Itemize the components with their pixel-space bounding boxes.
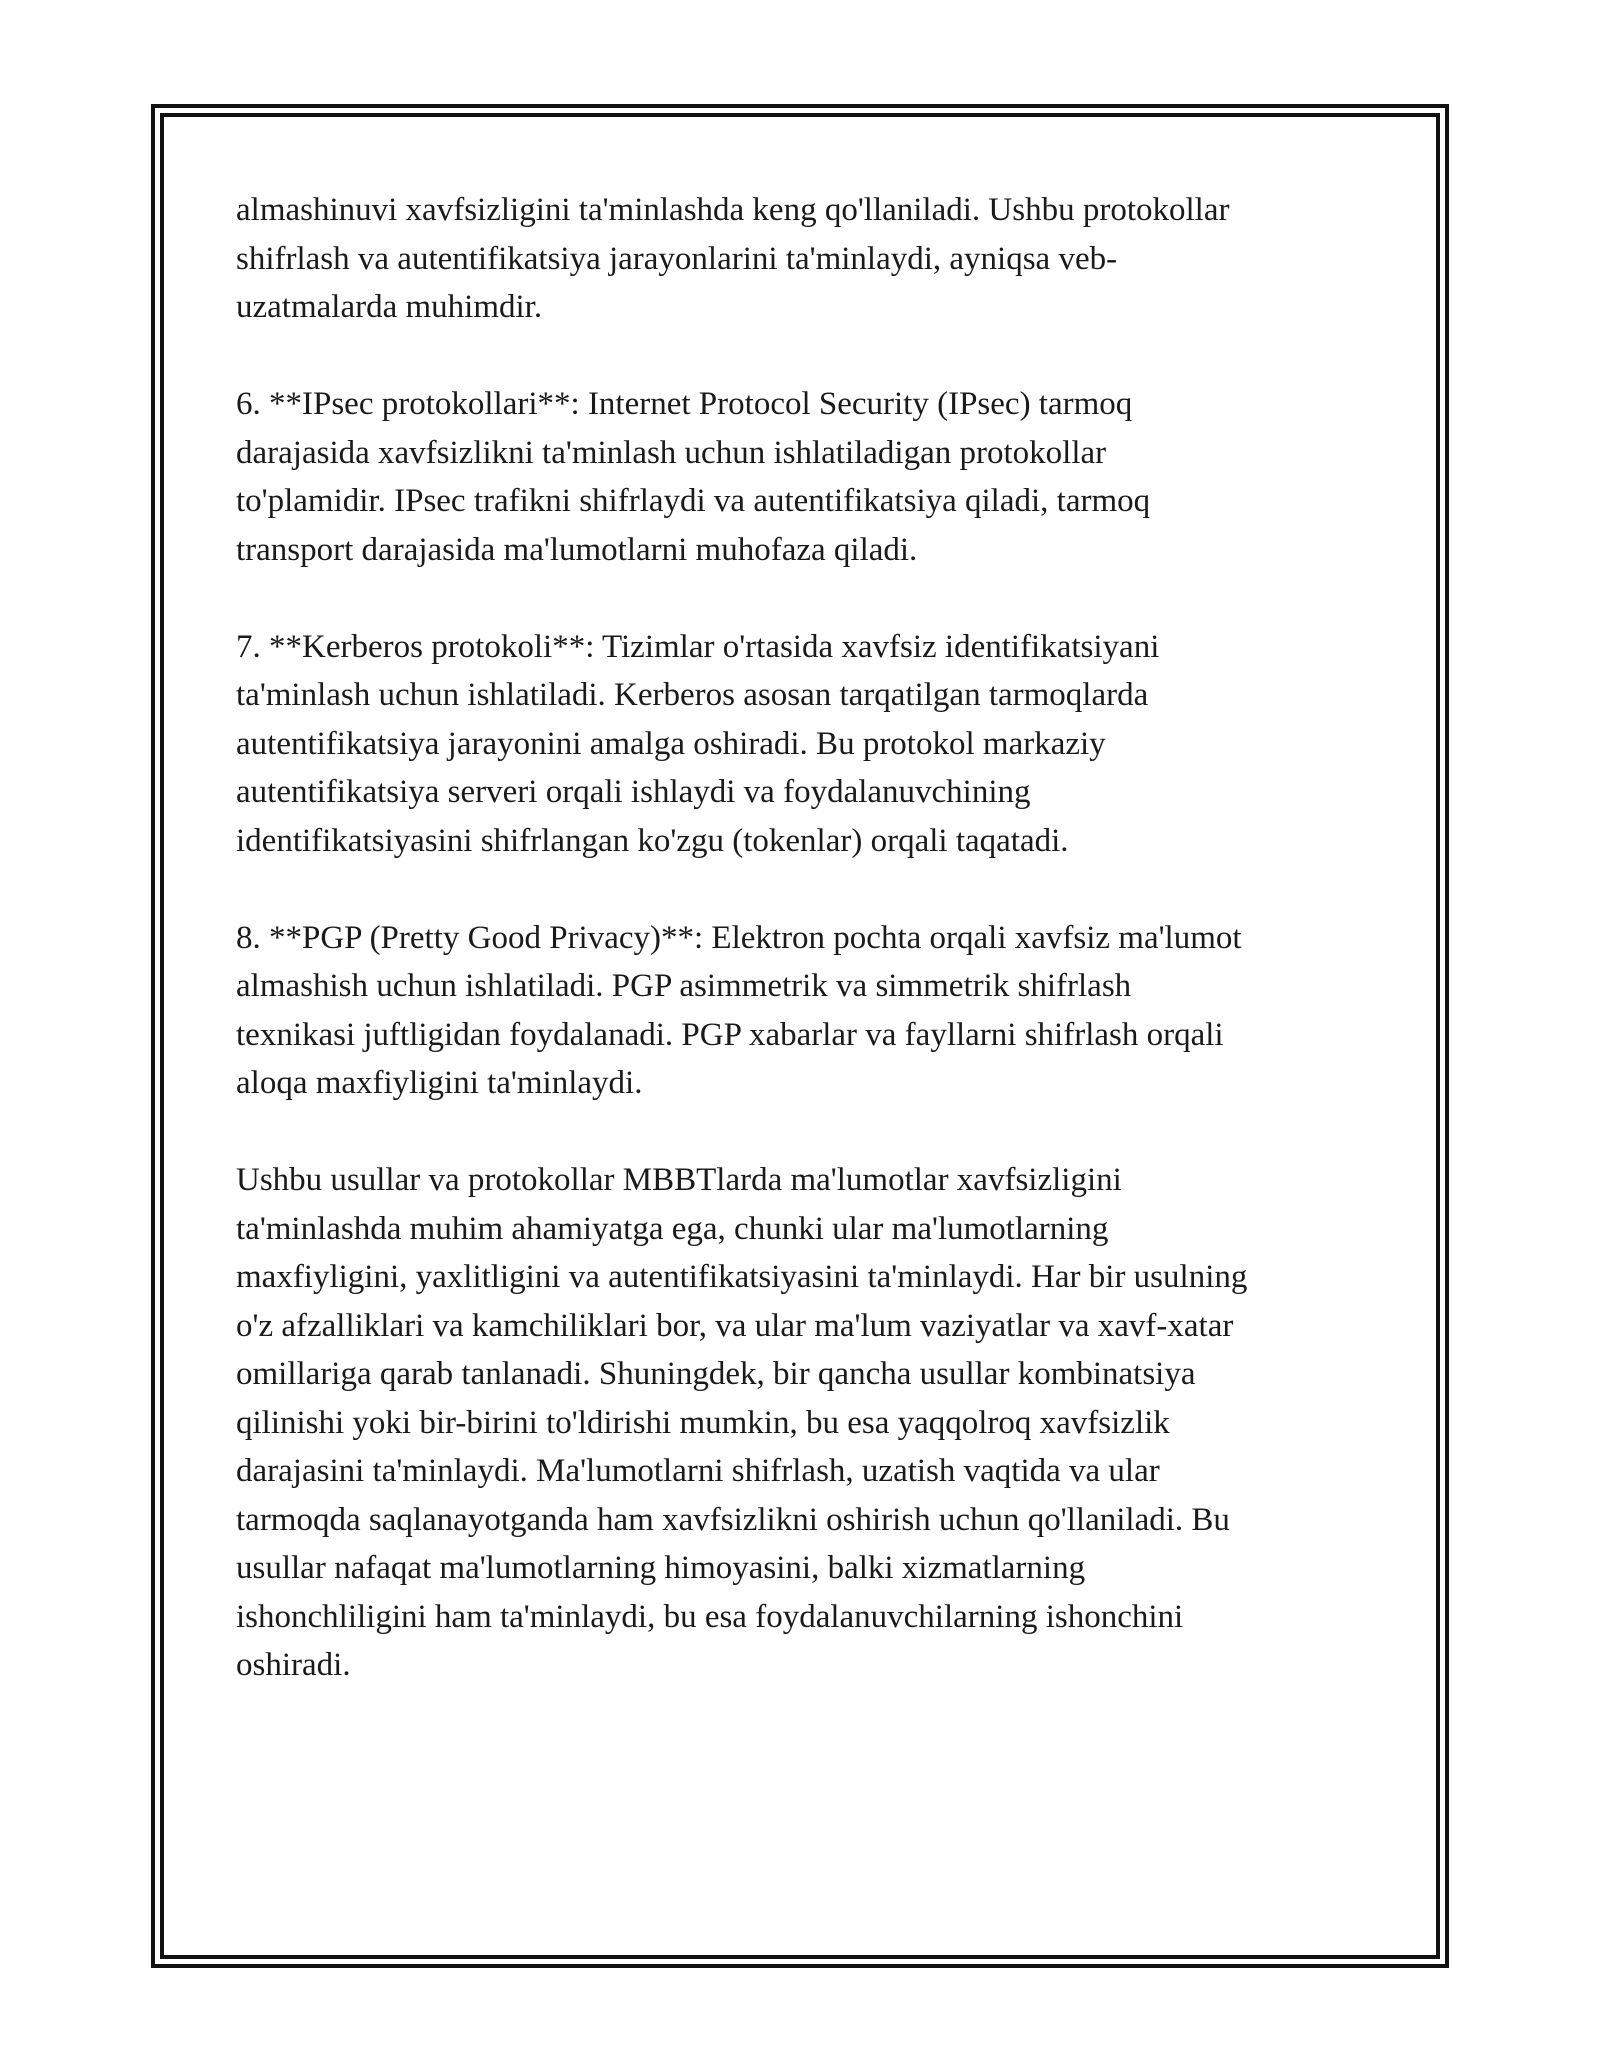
paragraph-gap	[236, 574, 1376, 623]
paragraph-ipsec	[236, 380, 1376, 574]
text-line: 6. **IPsec protokollari**: Internet Protocol Security (IPsec) tarmoq	[236, 386, 1133, 422]
text-line: almashinuvi xavfsizligini ta'minlashda keng qo'llaniladi. Ushbu protokollar	[236, 192, 1230, 228]
text-line: ta'minlash uchun ishlatiladi. Kerberos asosan tarqatilgan tarmoqlarda	[236, 677, 1149, 713]
text-line: uzatmalarda muhimdir.	[236, 289, 543, 325]
text-line: to'plamidir. IPsec trafikni shifrlaydi va autentifikatsiya qiladi, tarmoq	[236, 483, 1151, 519]
text-line: darajasida xavfsizlikni ta'minlash uchun ishlatiladigan protokollar	[236, 434, 1107, 471]
text-line: o'z afzalliklari va kamchiliklari bor, va ular ma'lum vaziyatlar va xavf-xatar	[236, 1307, 1234, 1344]
paragraph-gap	[236, 1108, 1376, 1157]
paragraph-continuation	[236, 186, 1376, 332]
text-line: shifrlash va autentifikatsiya jarayonlarini ta'minlaydi, ayniqsa veb-	[236, 240, 1118, 277]
text-line: transport darajasida ma'lumotlarni muhofaza qiladi.	[236, 531, 918, 568]
paragraph-pgp	[236, 914, 1376, 1108]
paragraph-summary	[236, 1156, 1376, 1690]
text-line: 8. **PGP (Pretty Good Privacy)**: Elektron pochta orqali xavfsiz ma'lumot	[236, 919, 1242, 956]
text-line: tarmoqda saqlanayotganda ham xavfsizlikni oshirish uchun qo'llaniladi. Bu	[236, 1501, 1230, 1538]
text-line: ta'minlashda muhim ahamiyatga ega, chunki ular ma'lumotlarning	[236, 1210, 1109, 1247]
text-line: darajasini ta'minlaydi. Ma'lumotlarni shifrlash, uzatish vaqtida va ular	[236, 1453, 1160, 1489]
text-line: Ushbu usullar va protokollar MBBTlarda ma'lumotlar xavfsizligini	[236, 1162, 1122, 1198]
text-line: identifikatsiyasini shifrlangan ko'zgu (tokenlar) orqali taqatadi.	[236, 822, 1069, 859]
paragraph-gap	[236, 865, 1376, 914]
text-line: autentifikatsiya serveri orqali ishlaydi va foydalanuvchining	[236, 774, 1031, 810]
text-line: 7. **Kerberos protokoli**: Tizimlar o'rtasida xavfsiz identifikatsiyani	[236, 628, 1160, 665]
text-line: aloqa maxfiyligini ta'minlaydi.	[236, 1065, 643, 1101]
text-line: qilinishi yoki bir-birini to'ldirishi mumkin, bu esa yaqqolroq xavfsizlik	[236, 1404, 1170, 1441]
text-line: maxfiyligini, yaxlitligini va autentifikatsiyasini ta'minlaydi. Har bir usulning	[236, 1259, 1248, 1295]
text-line: texnikasi juftligidan foydalanadi. PGP xabarlar va fayllarni shifrlash orqali	[236, 1016, 1224, 1053]
text-line: autentifikatsiya jarayonini amalga oshiradi. Bu protokol markaziy	[236, 725, 1106, 762]
text-line: almashish uchun ishlatiladi. PGP asimmetrik va simmetrik shifrlash	[236, 968, 1132, 1004]
text-line: oshiradi.	[236, 1647, 351, 1683]
text-line: ishonchliligini ham ta'minlaydi, bu esa foydalanuvchilarning ishonchini	[236, 1598, 1184, 1635]
paragraph-kerberos	[236, 623, 1376, 866]
document-body	[236, 186, 1376, 1690]
paragraph-gap	[236, 332, 1376, 381]
text-line: usullar nafaqat ma'lumotlarning himoyasini, balki xizmatlarning	[236, 1550, 1086, 1586]
text-line: omillariga qarab tanlanadi. Shuningdek, bir qancha usullar kombinatsiya	[236, 1356, 1196, 1392]
